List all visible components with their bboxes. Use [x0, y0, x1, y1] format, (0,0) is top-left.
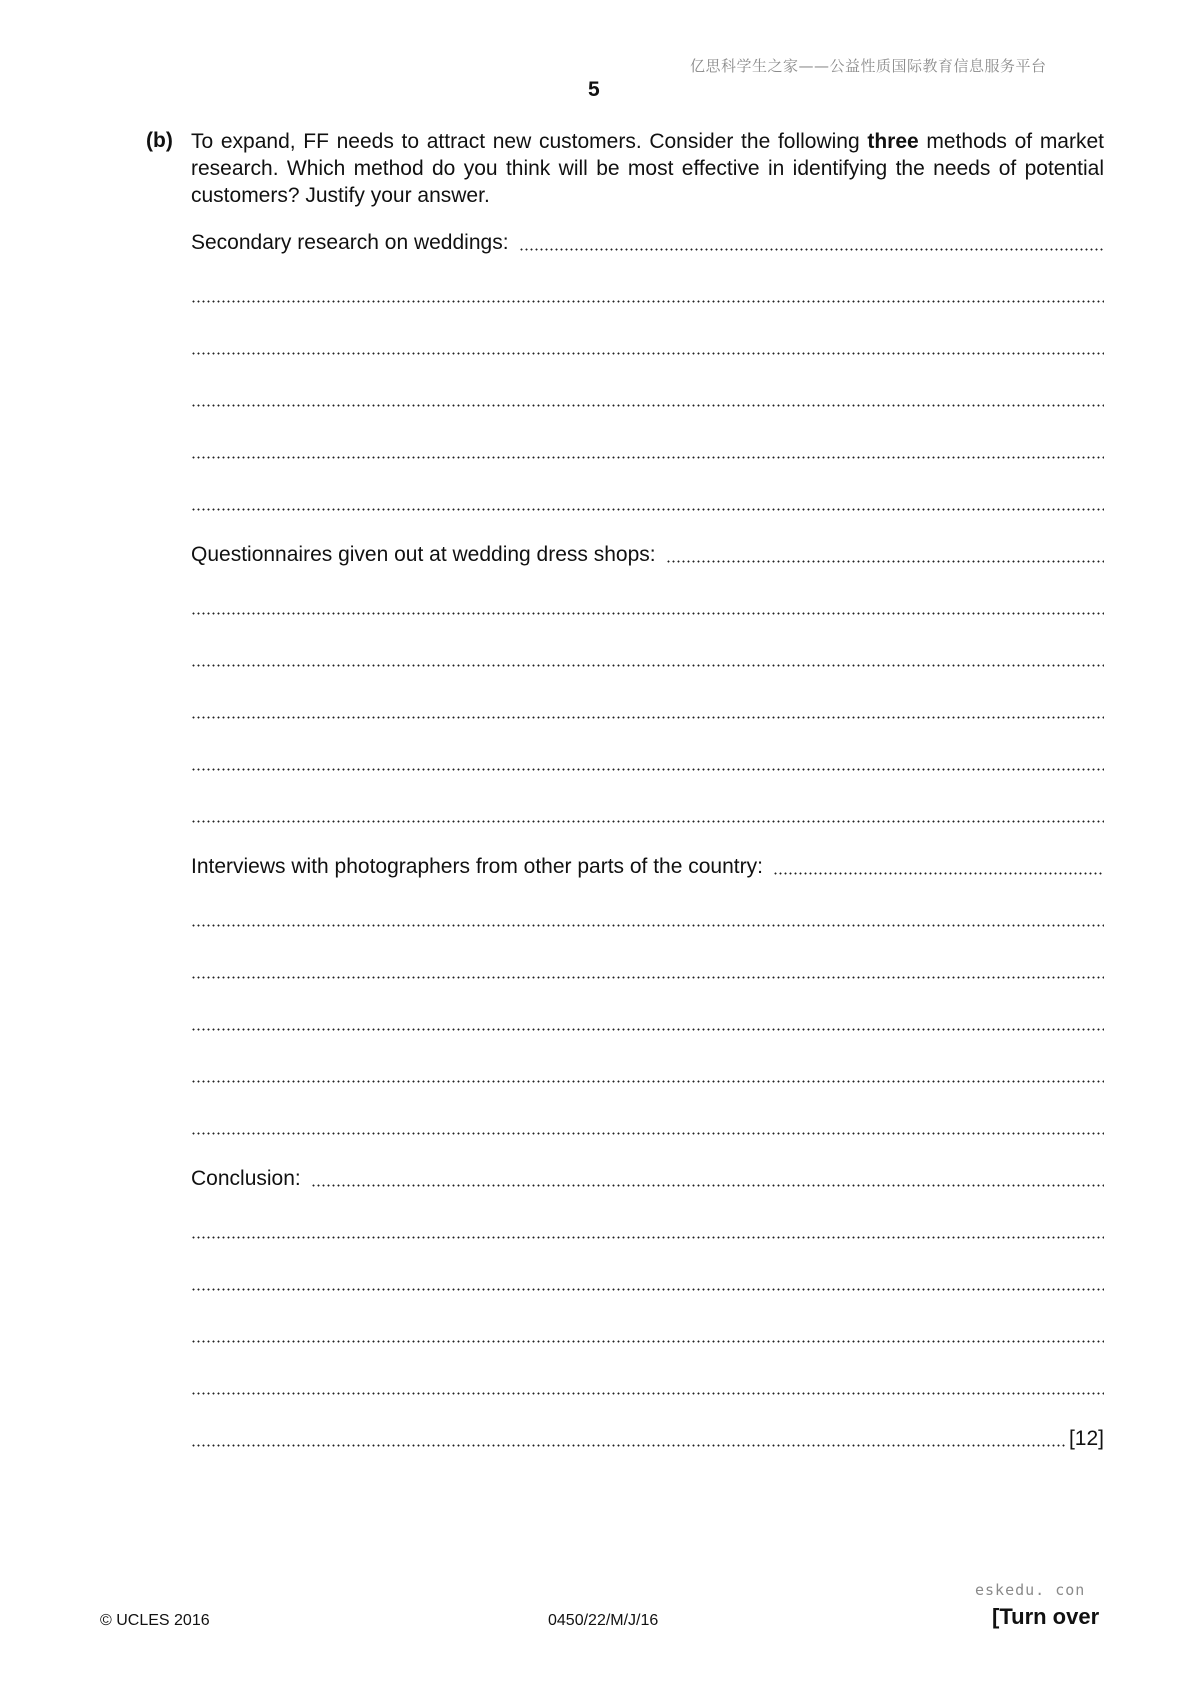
dotted-line — [191, 768, 1104, 771]
dotted-line — [191, 716, 1104, 719]
footer-paper-code: 0450/22/M/J/16 — [548, 1612, 659, 1629]
dotted-line — [191, 1080, 1104, 1083]
answer-line[interactable] — [191, 1218, 1104, 1244]
answer-line-questionnaires-label[interactable] — [191, 542, 1104, 568]
question-text — [191, 128, 1104, 209]
dotted-line — [191, 1444, 1067, 1447]
dotted-line — [191, 300, 1104, 303]
dotted-line — [191, 352, 1104, 355]
question-part-label: (b) — [146, 129, 173, 152]
section-label-conclusion: Conclusion: — [191, 1167, 301, 1190]
answer-line[interactable] — [191, 438, 1104, 464]
dotted-line — [191, 976, 1104, 979]
answer-line-conclusion-label[interactable] — [191, 1166, 1104, 1192]
dotted-line — [773, 872, 1104, 875]
answer-line[interactable] — [191, 1270, 1104, 1296]
dotted-line — [191, 820, 1104, 823]
answer-line[interactable] — [191, 802, 1104, 828]
marks-allocation: [12] — [1068, 1427, 1104, 1450]
answer-line[interactable] — [191, 958, 1104, 984]
answer-line[interactable] — [191, 698, 1104, 724]
watermark-top: 亿思科学生之家——公益性质国际教育信息服务平台 — [690, 57, 1047, 75]
answer-line[interactable] — [191, 334, 1104, 360]
dotted-line — [311, 1184, 1104, 1187]
question-text-after: methods of market research. Which method do you think will be most effective in identifying the needs of potential customers? Justify your answer. — [191, 130, 1104, 207]
dotted-line — [191, 404, 1104, 407]
answer-line[interactable] — [191, 594, 1104, 620]
footer-turn-over: [Turn over — [992, 1604, 1100, 1629]
answer-line[interactable] — [191, 906, 1104, 932]
section-label-questionnaires: Questionnaires given out at wedding dress shops: — [191, 543, 656, 566]
answer-line-secondary-label[interactable] — [191, 230, 1104, 256]
dotted-line — [191, 1392, 1104, 1395]
dotted-line — [191, 1028, 1104, 1031]
answer-line[interactable] — [191, 1374, 1104, 1400]
answer-line[interactable] — [191, 750, 1104, 776]
dotted-line — [519, 248, 1104, 251]
dotted-line — [191, 1236, 1104, 1239]
watermark-bottom: eskedu. con — [975, 1581, 1086, 1599]
answer-line[interactable] — [191, 1062, 1104, 1088]
dotted-line — [191, 456, 1104, 459]
dotted-line — [191, 508, 1104, 511]
question-text-before: To expand, FF needs to attract new customers. Consider the following — [191, 130, 868, 153]
answer-line[interactable] — [191, 282, 1104, 308]
footer-copyright: © UCLES 2016 — [100, 1612, 210, 1629]
dotted-line — [191, 1340, 1104, 1343]
dotted-line — [191, 664, 1104, 667]
answer-line-final[interactable] — [191, 1426, 1104, 1452]
dotted-line — [191, 924, 1104, 927]
question-text-bold: three — [867, 130, 919, 153]
section-label-interviews: Interviews with photographers from other parts of the country: — [191, 855, 763, 878]
answer-line[interactable] — [191, 646, 1104, 672]
dotted-line — [191, 1132, 1104, 1135]
answer-line[interactable] — [191, 1322, 1104, 1348]
page-number: 5 — [588, 78, 600, 101]
answer-line[interactable] — [191, 490, 1104, 516]
section-label-secondary: Secondary research on weddings: — [191, 231, 509, 254]
answer-line[interactable] — [191, 386, 1104, 412]
dotted-line — [191, 1288, 1104, 1291]
dotted-line — [666, 560, 1104, 563]
answer-line-interviews-label[interactable] — [191, 854, 1104, 880]
answer-line[interactable] — [191, 1010, 1104, 1036]
answer-line[interactable] — [191, 1114, 1104, 1140]
dotted-line — [191, 612, 1104, 615]
